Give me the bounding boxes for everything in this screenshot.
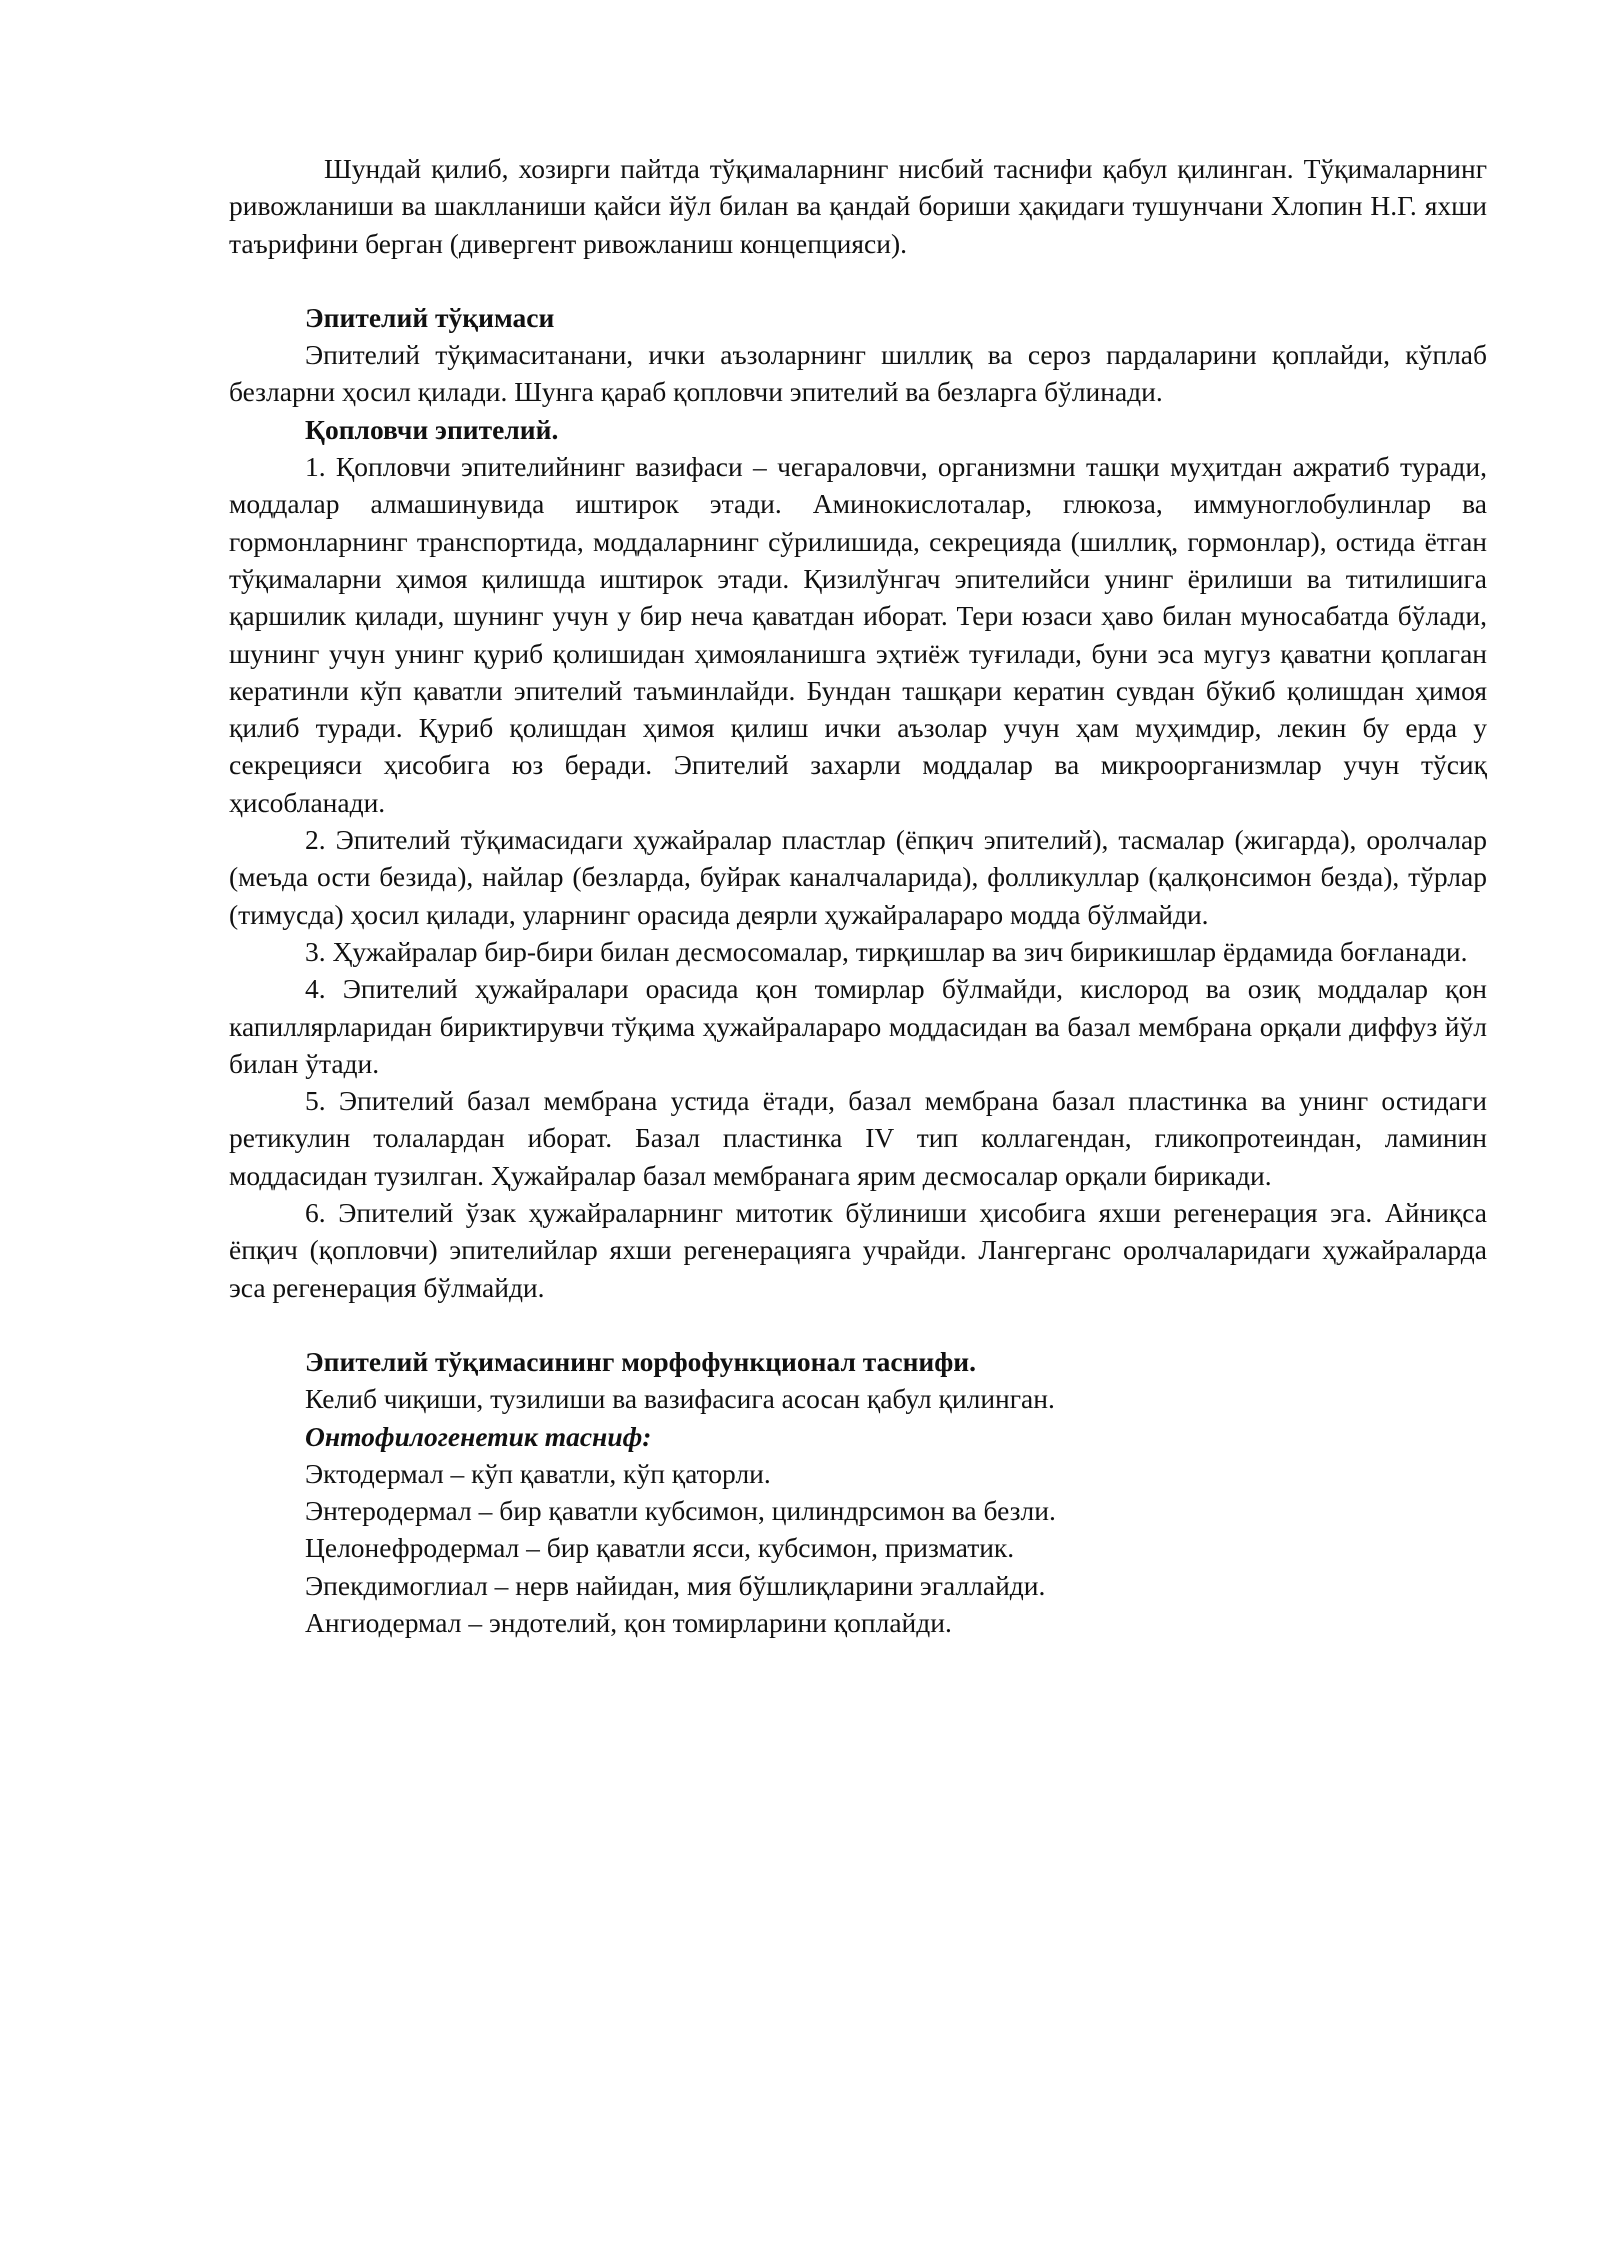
- classification-line: Эктодермал – кўп қаватли, кўп қаторли.: [305, 1457, 771, 1489]
- section-heading-epithelium: Эпителий тўқимаси: [305, 301, 555, 333]
- intro-paragraph: Шундай қилиб, хозирги пайтда тўқималарнинг нисбий таснифи қабул қилинган. Тўқималарнинг ривожланиши ва шаклланиши қайси йўл билан ва қандай бориши ҳақидаги тушунчани Хлопин Н.Г. яхши таърифини берган (дивергент ривожланиш концепцияси).: [229, 153, 1487, 259]
- classification-line: Ангиодермал – эндотелий, қон томирларини қоплайди.: [305, 1606, 952, 1638]
- subheading-covering-epithelium: Қопловчи эпителий.: [305, 413, 559, 445]
- epithelium-definition: Эпителий тўқимаситанани, ички аъзоларнинг шиллиқ ва сероз пардаларини қоплайди, кўплаб безларни ҳосил қилади. Шунга қараб қопловчи эпителий ва безларга бўлинади.: [229, 339, 1487, 408]
- spacer: [229, 262, 1487, 299]
- list-item: 4. Эпителий ҳужайралари орасида қон томирлар бўлмайди, кислород ва озиқ моддалар қон капиллярларидан бириктирувчи тўқима ҳужайралараро моддасидан ва базал мембрана орқали диффуз йўл билан ўтади.: [229, 973, 1487, 1079]
- list-item: 1. Қопловчи эпителийнинг вазифаси – чегараловчи, организмни ташқи муҳитдан ажратиб туради, моддалар алмашинувида иштирок этади. Аминокислоталар, глюкоза, иммуноглобулинлар ва гормонларнинг транспортида, моддаларнинг сўрилишида, секрецияда (шиллиқ, гормонлар), остида ётган тўқималарни ҳимоя қилишда иштирок этади. Қизилўнгач эпителийси унинг ёрилиши ва титилишига қаршилик қилади, шунинг учун у бир неча қаватдан иборат. Тери юзаси ҳаво билан муносабатда бўлади, шунинг учун унинг қуриб қолишидан ҳимояланишга эҳтиёж туғилади, буни эса мугуз қаватни қоплаган кератинли кўп қаватли эпителий таъминлайди. Бундан ташқари кератин сувдан бўкиб қолишдан ҳимоя қилиб туради. Қуриб қолишдан ҳимоя қилиш ички аъзолар учун ҳам муҳимдир, лекин бу ерда у секрецияси ҳисобига юз беради. Эпителий захарли моддалар ва микроорганизмлар учун тўсиқ ҳисобланади.: [229, 451, 1487, 818]
- classification-intro: Келиб чиқиши, тузилиши ва вазифасига асосан қабул қилинган.: [305, 1383, 1055, 1415]
- document-page: [229, 150, 1487, 1641]
- spacer: [229, 1306, 1487, 1343]
- list-item: 3. Ҳужайралар бир-бири билан десмосомалар, тирқишлар ва зич бирикишлар ёрдамида боғланади.: [305, 935, 1468, 967]
- classification-line: Энтеродермал – бир қаватли кубсимон, цилиндрсимон ва безли.: [305, 1495, 1056, 1527]
- list-item: 6. Эпителий ўзак ҳужайраларнинг митотик бўлиниши ҳисобига яхши регенерация эга. Айниқса ёпқич (қопловчи) эпителийлар яхши регенерацияга учрайди. Лангерганс оролчаларидаги ҳужайраларда эса регенерация бўлмайди.: [229, 1197, 1487, 1303]
- classification-line: Эпекдимоглиал – нерв найидан, мия бўшлиқларини эгаллайди.: [305, 1569, 1046, 1601]
- section-heading-classification: Эпителий тўқимасининг морфофункционал таснифи.: [305, 1345, 977, 1377]
- subheading-ontophylogenetic: Онтофилогенетик тасниф:: [305, 1420, 652, 1452]
- list-item: 5. Эпителий базал мембрана устида ётади, базал мембрана базал пластинка ва унинг остидаги ретикулин толалардан иборат. Базал пластинка IV тип коллагендан, гликопротеиндан, ламинин моддасидан тузилган. Ҳужайралар базал мембранага ярим десмосалар орқали бирикади.: [229, 1085, 1487, 1191]
- classification-line: Целонефродермал – бир қаватли ясси, кубсимон, призматик.: [305, 1532, 1015, 1564]
- list-item: 2. Эпителий тўқимасидаги ҳужайралар пластлар (ёпқич эпителий), тасмалар (жигарда), оролчалар (меъда ости безида), найлар (безларда, буйрак каналчаларида), фолликуллар (қалқонсимон безда), тўрлар (тимусда) ҳосил қилади, уларнинг орасида деярли ҳужайралараро модда бўлмайди.: [229, 824, 1487, 930]
